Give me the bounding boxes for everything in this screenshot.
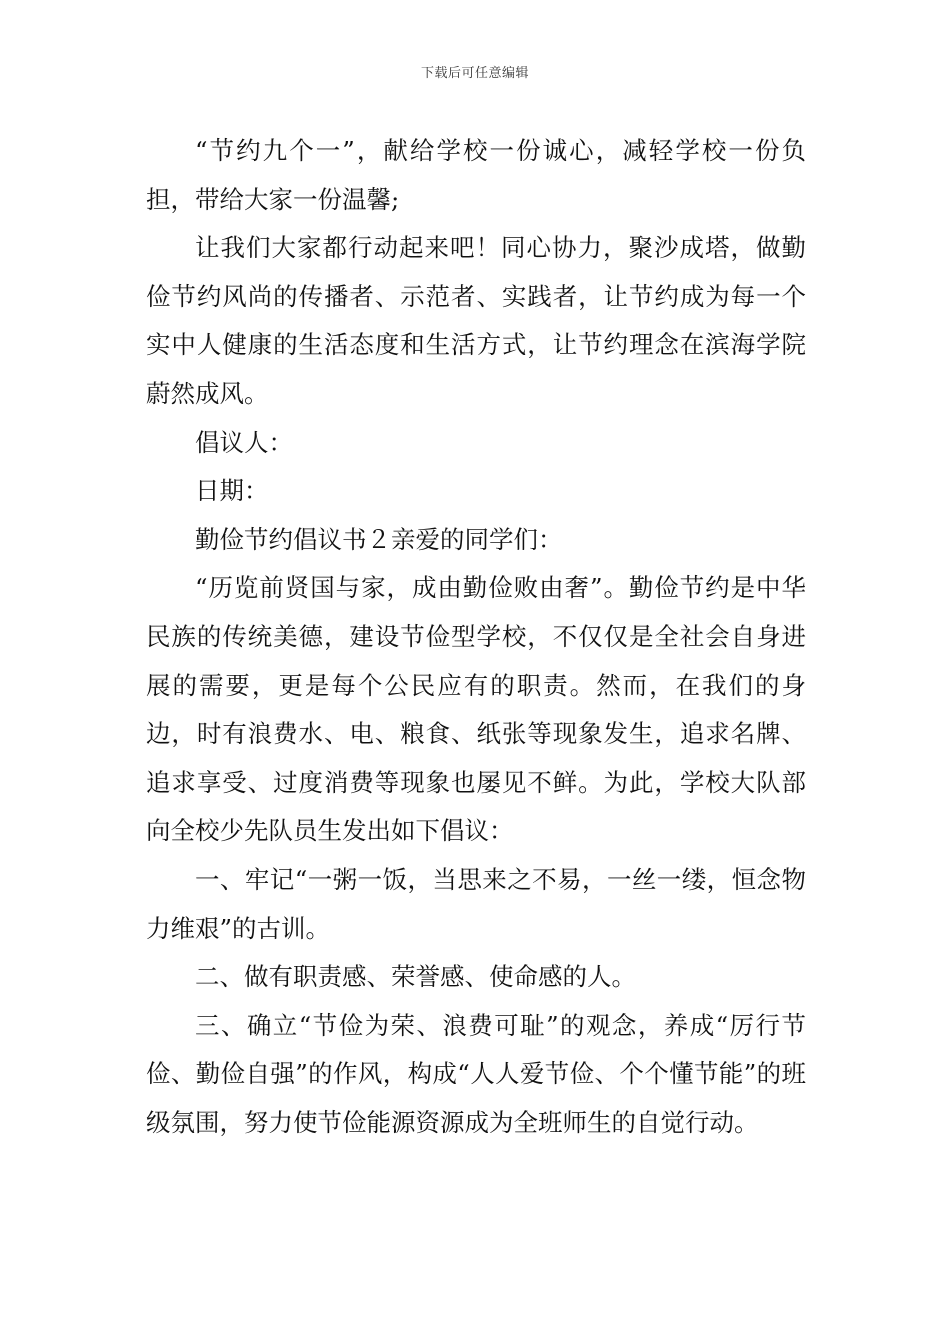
document-body	[146, 127, 806, 1147]
paragraph-item-2: 二、做有职责感、荣誉感、使命感的人。	[195, 962, 636, 992]
paragraph-initiator: 倡议人：	[195, 427, 293, 457]
paragraph-save-nine: “节约九个一”，献给学校一份诚心，减轻学校一份负担，带给大家一份温馨;	[146, 136, 806, 214]
paragraph-call-to-action: 让我们大家都行动起来吧！同心协力，聚沙成塔，做勤俭节约风尚的传播者、示范者、实践者，让节约成为每一个实中人健康的生活态度和生活方式，让节约理念在滨海学院蔚然成风。	[146, 233, 806, 408]
paragraph-intro: “历览前贤国与家，成由勤俭败由奢”。勤俭节约是中华民族的传统美德，建设节俭型学校，不仅仅是全社会自身进展的需要，更是每个公民应有的职责。然而，在我们的身边，时有浪费水、电、粮食、纸张等现象发生，追求名牌、追求享受、过度消费等现象也屡见不鲜。为此，学校大队部向全校少先队员生发出如下倡议：	[146, 573, 806, 846]
paragraph-proposal-2-greeting: 勤俭节约倡议书２亲爱的同学们：	[195, 524, 563, 554]
paragraph-date: 日期：	[195, 476, 269, 506]
paragraph-item-1: 一、牢记“一粥一饭，当思来之不易，一丝一缕，恒念物力维艰”的古训。	[146, 864, 806, 943]
paragraph-item-3: 三、确立“节俭为荣、浪费可耻”的观念，养成“厉行节俭、勤俭自强”的作风，构成“人人爱节俭、个个懂节能”的班级氛围，努力使节俭能源资源成为全班师生的自觉行动。	[146, 1010, 806, 1137]
page-header: 下载后可任意编辑	[420, 66, 529, 81]
